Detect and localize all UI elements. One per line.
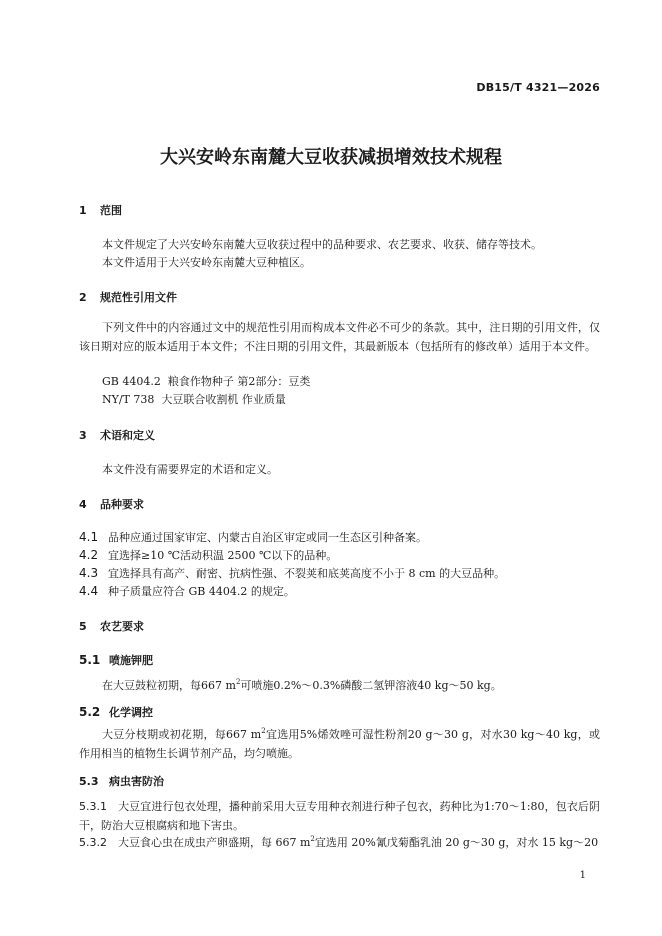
section-number: 5 <box>79 620 87 633</box>
item-text: 宜选择具有高产、耐密、抗病性强、不裂荚和底荚高度不小于 8 cm 的大豆品种。 <box>108 567 506 580</box>
document-code: DB15/T 4321—2026 <box>476 81 600 94</box>
section-number: 3 <box>79 429 87 442</box>
page-number: 1 <box>579 870 586 881</box>
item-text: 种子质量应符合 GB 4404.2 的规定。 <box>108 585 295 598</box>
reference-code: GB 4404.2 <box>102 375 161 388</box>
section-title: 术语和定义 <box>100 429 155 442</box>
list-item <box>79 583 295 599</box>
section-1-heading <box>79 202 122 218</box>
subsection-number: 5.3 <box>79 775 99 788</box>
item-number: 5.3.2 <box>79 836 107 849</box>
item-text: 宜选择≥10 ℃活动积温 2500 ℃以下的品种。 <box>108 549 338 562</box>
reference-title: 粮食作物种子 第2部分：豆类 <box>167 375 311 388</box>
subsection-title: 化学调控 <box>109 706 153 719</box>
s531-paragraph <box>79 798 600 835</box>
reference-item <box>102 391 286 407</box>
text-segment: 可喷施0.2%～0.3%磷酸二氢钾溶液40 kg～50 kg。 <box>240 679 502 692</box>
section-title: 品种要求 <box>100 498 144 511</box>
reference-code: NY/T 738 <box>102 393 155 406</box>
list-item <box>79 547 337 563</box>
item-number: 5.3.1 <box>79 800 107 813</box>
reference-item <box>102 373 310 389</box>
s51-paragraph <box>102 677 502 693</box>
item-text: 品种应通过国家审定、内蒙古自治区审定或同一生态区引种备案。 <box>108 531 427 544</box>
text-segment: 大豆宜进行包衣处理，播种前采用大豆专用种衣剂进行种子包衣，药种比为1:70～1:80，包衣后阴干，防治大豆根腐病和地下害虫。 <box>79 800 600 832</box>
s1-paragraph-2: 本文件适用于大兴安岭东南麓大豆种植区。 <box>102 256 311 269</box>
item-number: 4.3 <box>79 566 99 580</box>
subsection-title: 病虫害防治 <box>109 775 164 788</box>
section-title: 规范性引用文件 <box>100 291 177 304</box>
s3-paragraph-1: 本文件没有需要界定的术语和定义。 <box>102 463 278 476</box>
subsection-5-1-heading <box>79 652 153 668</box>
superscript: 2 <box>235 678 241 686</box>
item-number: 4.1 <box>79 530 99 544</box>
item-number: 4.4 <box>79 584 99 598</box>
section-5-heading <box>79 618 144 634</box>
section-number: 2 <box>79 291 87 304</box>
subsection-number: 5.2 <box>79 705 101 719</box>
superscript: 2 <box>261 727 266 735</box>
section-title: 范围 <box>100 204 122 217</box>
list-item <box>79 565 505 581</box>
subsection-number: 5.1 <box>79 653 101 667</box>
s2-paragraph-1: 下列文件中的内容通过文中的规范性引用而构成本文件必不可少的条款。其中，注日期的引用文件，仅该日期对应的版本适用于本文件；不注日期的引用文件，其最新版本（包括所有的修改单）适用于本文件。 <box>79 321 600 353</box>
section-3-heading <box>79 427 155 443</box>
section-number: 4 <box>79 498 87 511</box>
text-segment: 大豆分枝期或初花期，每667 m <box>102 728 262 741</box>
section-title: 农艺要求 <box>100 620 144 633</box>
subsection-5-3-heading <box>79 773 164 789</box>
reference-title: 大豆联合收割机 作业质量 <box>161 393 286 406</box>
subsection-title: 喷施钾肥 <box>109 654 153 667</box>
s52-paragraph <box>79 726 600 763</box>
superscript: 2 <box>310 835 315 843</box>
page-title: 大兴安岭东南麓大豆收获减损增效技术规程 <box>160 147 502 168</box>
text-segment: 大豆食心虫在成虫产卵盛期，每 667 m <box>118 836 311 849</box>
section-4-heading <box>79 496 144 512</box>
section-number: 1 <box>79 204 87 217</box>
section-2-heading <box>79 289 177 305</box>
text-segment: 宜选用5%烯效唑可湿性粉剂20 g～30 g，对水30 kg～40 kg，或作用相当的植物生长调节剂产品，均匀喷施。 <box>79 728 600 760</box>
s532-paragraph <box>79 834 598 850</box>
list-item <box>79 529 427 545</box>
item-number: 4.2 <box>79 548 99 562</box>
s1-paragraph-1: 本文件规定了大兴安岭东南麓大豆收获过程中的品种要求、农艺要求、收获、储存等技术。 <box>102 238 542 251</box>
text-segment: 宜选用 20%氰戊菊酯乳油 20 g～30 g，对水 15 kg～20 <box>314 836 599 849</box>
subsection-5-2-heading <box>79 704 153 720</box>
text-segment: 在大豆鼓粒初期，每667 m <box>102 679 236 692</box>
